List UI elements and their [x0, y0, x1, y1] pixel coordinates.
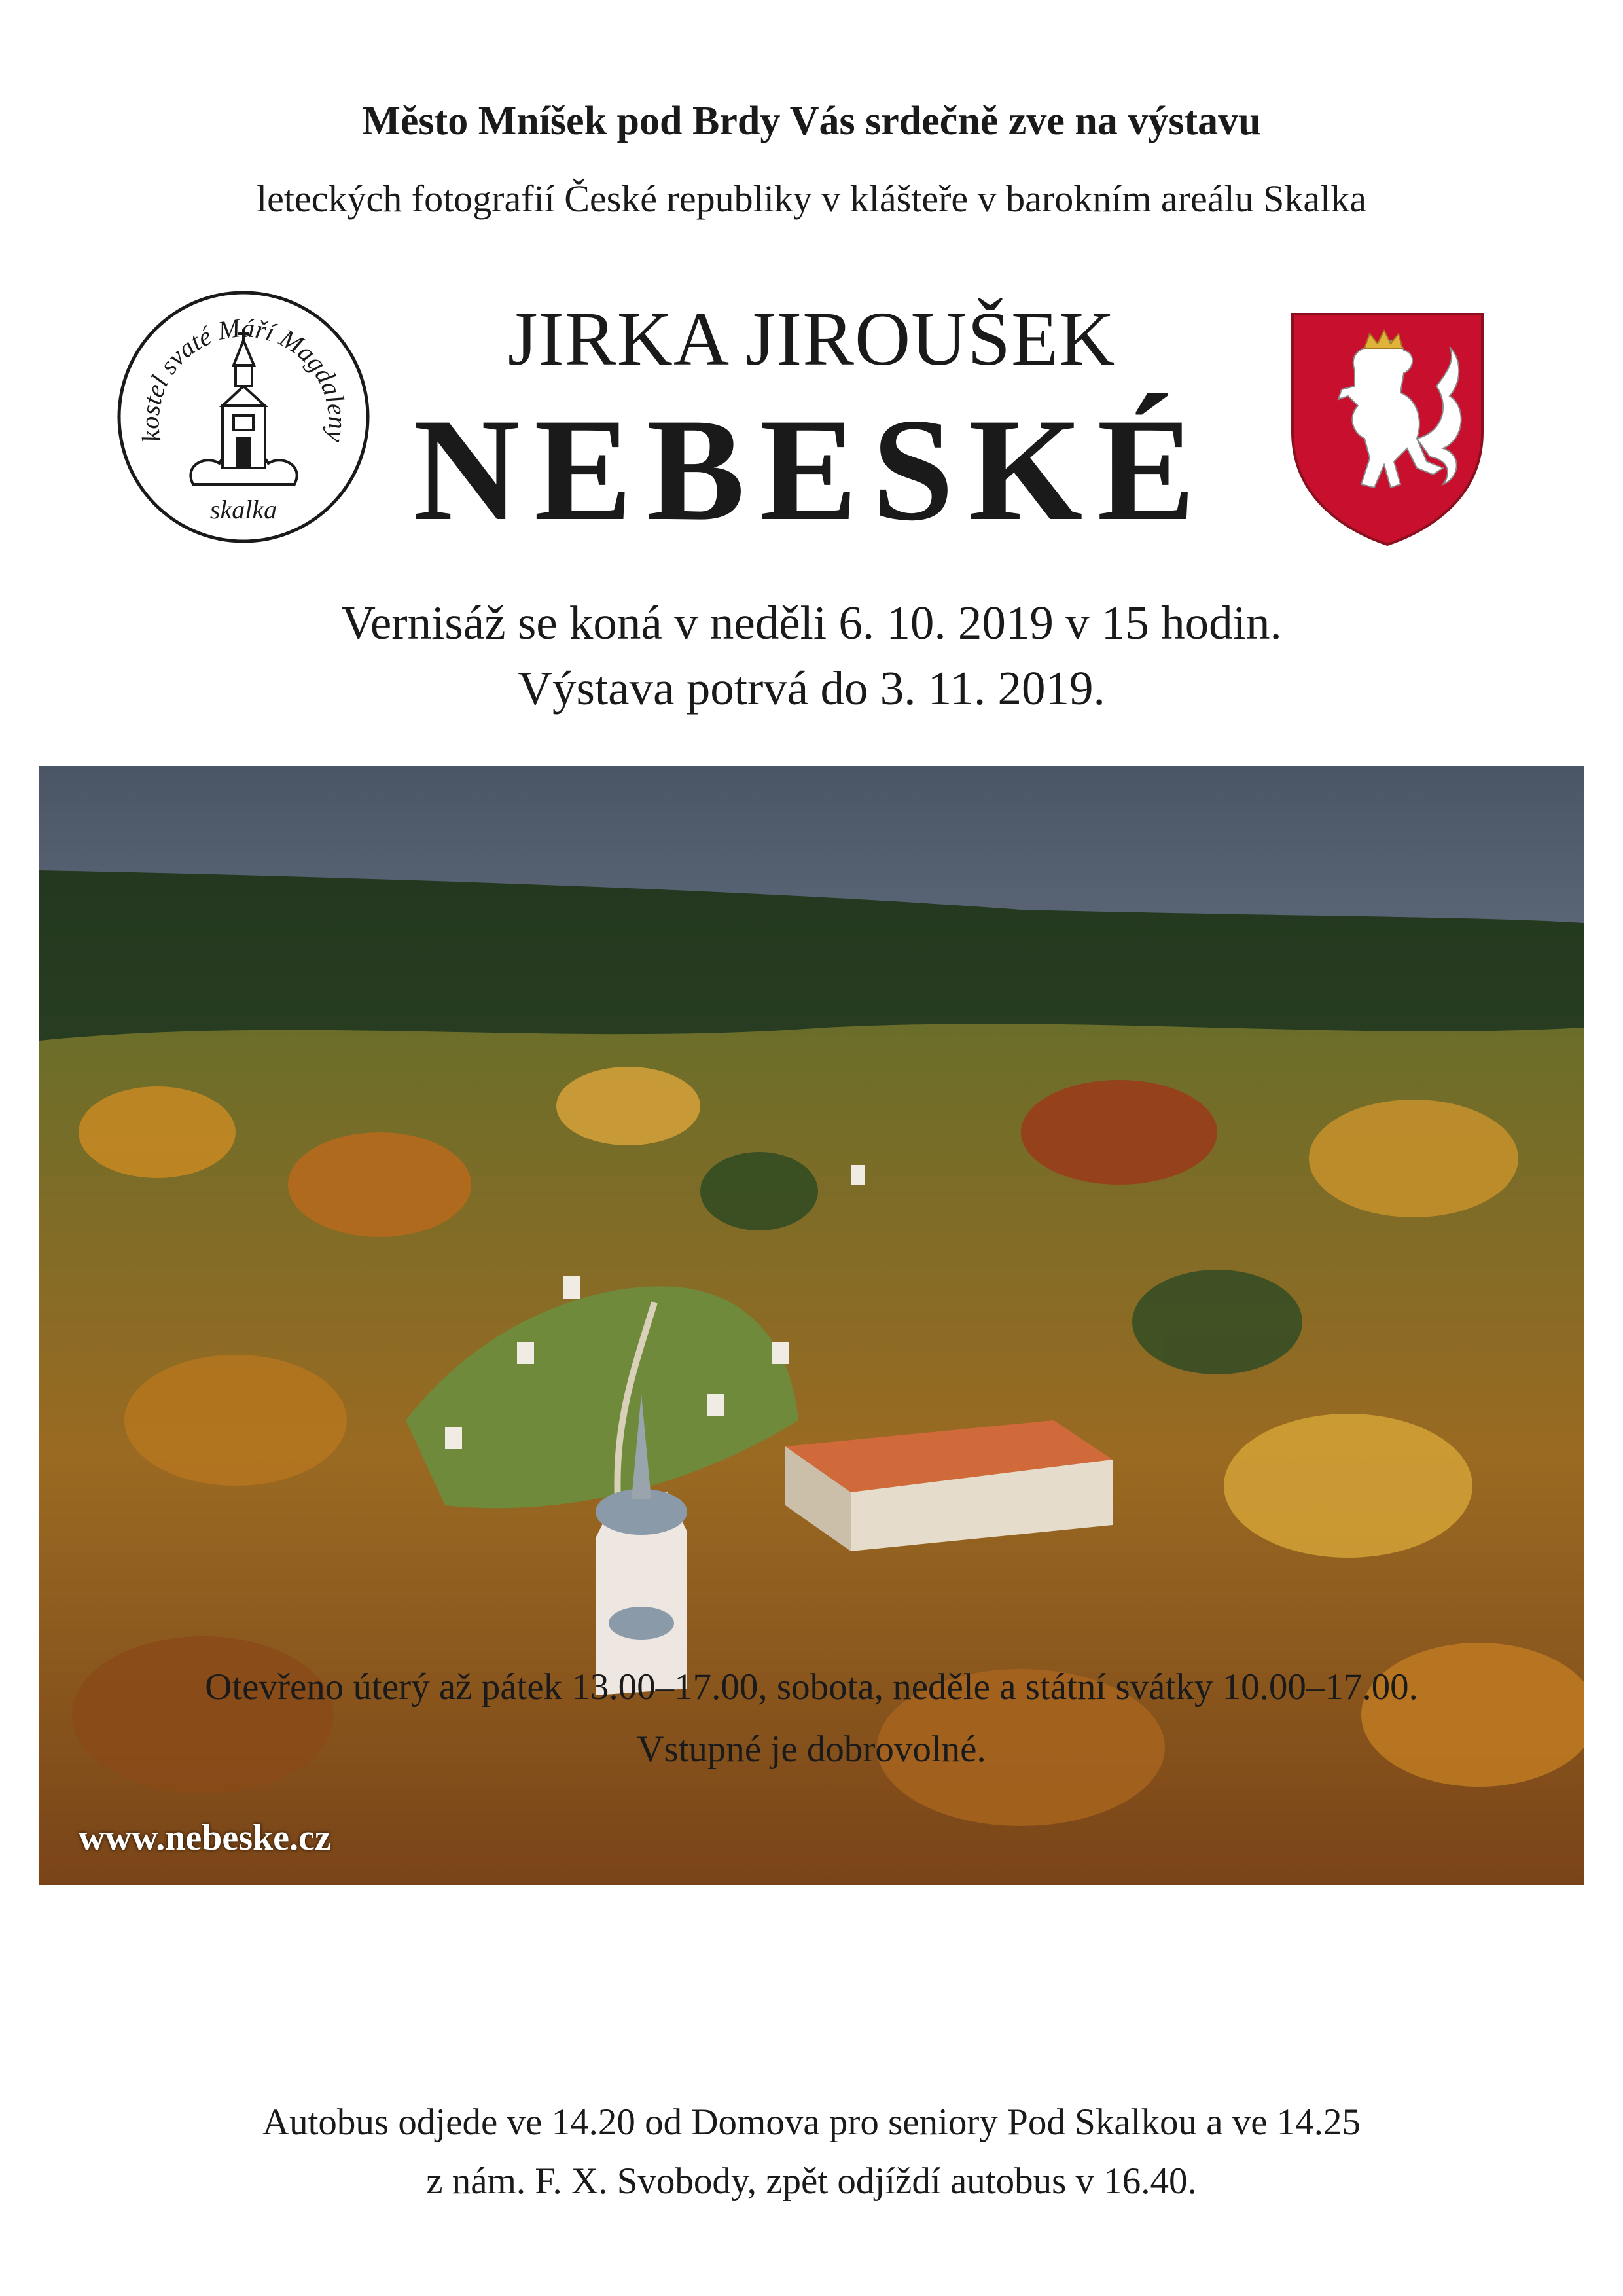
- coat-of-arms-icon: [1286, 308, 1489, 550]
- logo-ring-text: kostel svaté Máří Magdaleny: [135, 313, 353, 444]
- vernisage-text: Vernisáž se koná v neděli 6. 10. 2019 v 15 hodin.: [341, 596, 1282, 649]
- opening-hours: Otevřeno úterý až pátek 13.00–17.00, sobota, neděle a státní svátky 10.00–17.00.: [205, 1666, 1418, 1708]
- duration-text: Výstava potrvá do 3. 11. 2019.: [518, 662, 1105, 715]
- invitation-headline: Město Mníšek pod Brdy Vás srdečně zve na výstavu: [362, 99, 1261, 143]
- admission-text: Vstupné je dobrovolné.: [637, 1729, 986, 1770]
- artist-name: JIRKA JIROUŠEK: [507, 296, 1116, 382]
- website-url: www.nebeske.cz: [79, 1818, 331, 1858]
- aerial-photo: [39, 766, 1584, 1885]
- invitation-subline: leteckých fotografií České republiky v klášteře v barokním areálu Skalka: [257, 177, 1366, 220]
- bus-info-line2: z nám. F. X. Svobody, zpět odjíždí autobus v 16.40.: [426, 2161, 1197, 2202]
- bus-info-line1: Autobus odjede ve 14.20 od Domova pro seniory Pod Skalkou a ve 14.25: [262, 2102, 1361, 2143]
- exhibition-title: NEBESKÉ: [413, 387, 1210, 551]
- logo-bottom-text: skalka: [209, 495, 277, 524]
